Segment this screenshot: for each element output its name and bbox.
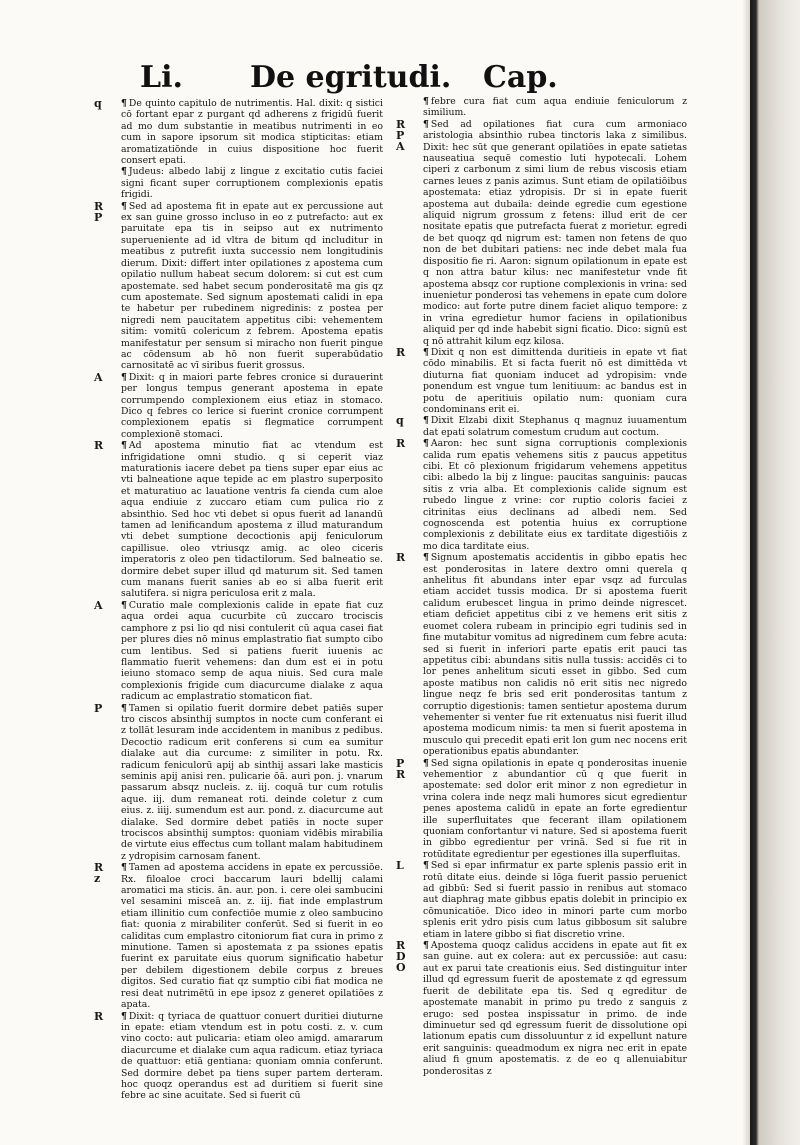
paragraph-text: Dixit: q in maiori parte febres cronice si durauerint per longus tempus generant apostema in epate corrumpendo complexionem eius etiaz in stomaco. Dico q febres co lerice si fuerint cronice corrumpent complexionem epatis si flegmatice corrumpent complexionē stomaci. <box>121 371 383 440</box>
paragraph-text: Dixit: q tyriaca de quattuor conuert duritiei diuturne in epate: etiam vtendum est in potu costi. z. v. cum vino cocto: aut pulicaria: etiam oleo amigd. amararum diacurcume et dialake cum aqua radicum. etiaz tyriaca de quattuor: etiā gentiana: quoniam omnia conferunt. Sed dormire debet pa tiens super partem derteram. hoc quoqz operandus est ad duritiem si fuerit sine febre ac sine acuitate. Sed si fuerit cū <box>121 1010 383 1102</box>
margin-note: R D O <box>396 939 406 975</box>
paragraph <box>94 701 383 863</box>
margin-note: q <box>396 414 404 428</box>
page-number-heading: Li. <box>140 60 183 95</box>
paragraph <box>396 551 687 758</box>
paragraph-mark-icon: ¶ <box>423 415 429 427</box>
paragraph <box>396 345 687 415</box>
left-text-column <box>94 97 383 1102</box>
paragraph-text: De quinto capitulo de nutrimentis. Hal. dixit: q sistici cō fortant epar z purgant qd adherens z frigidū fuerit ad mo dum substantie in meatibus nutrimenti in eo cum in sapore ipsorum sit modica stipticitas: etiam aromatizatiōnde in cuius dispositione hoc fuerit consert epati. <box>121 98 383 167</box>
paragraph-mark-icon: ¶ <box>423 860 429 872</box>
paragraph-mark-icon: ¶ <box>121 98 127 109</box>
paragraph-text: Tamen ad apostema accidens in epate ex percussiōe. Rx. filoaloe croci baccarum lauri bdellij calami aromatici ma sticis. ān. aur. pon. i. cere olei sambucini vel sesamini misceā an. z. iij. fiat inde emplastrum etiam illinitio cum confectiōe mumie z oleo sambucino fiat: quonia z mirabiliter conferūt. Sed si fuerit in eo caliditas cum emplastro citoniorum fiat cura in primo z minutione. Tamen si apostemata z pa ssiones epatis fuerint ex paruitate eius quorum significatio habetur per debilem digestionem debile corpus z breues digitos. Sed curatio fiat qz sumptio cibi fiat modica ne resi deat nutrimētū in epe ipsoz z generet opilatiōes z apata. <box>121 862 383 1011</box>
paragraph-mark-icon: ¶ <box>423 438 429 450</box>
paragraph-text: Ad apostema minutio fiat ac vtendum est infrigidatione omni studio. q si ceperit viaz maturationis iacere debet pa tiens super epar eius ac vti balneatione aque tepide ac em plastro superposito et maturatiuo ac lauatione ventris fa cienda cum aloe aqua endiuie z zuccaro etiam cum pulica rio z absinthio. Sed hoc vti debet si opus fuerit ad lanandū tamen ad lenificandum apostema z illud maturandum vti debet sumptione decoctionis apij feniculorum capillisue. oleo vtriusqz amig. ac oleo ciceris imperatoris z oleo pen tidactilorum. Sed balneatio se. dormire debet super illud qd maturum sit. Sed tamen cum manans fuerit sanies ab eo si alba fuerit erit salutifera. si nigra periculosa erit z mala. <box>121 440 383 600</box>
running-title: De egritudi. <box>250 60 452 95</box>
paragraph-mark-icon: ¶ <box>423 940 429 952</box>
margin-note: q <box>94 97 102 110</box>
paragraph-mark-icon: ¶ <box>121 371 127 383</box>
paragraph-text: Judeus: albedo labij z lingue z excitatio cutis faciei signi ficant super corruptionem complexionis epatis frigidi. <box>121 166 383 201</box>
paragraph-mark-icon: ¶ <box>423 346 429 358</box>
paragraph <box>121 166 383 200</box>
paragraph <box>94 439 383 600</box>
paragraph-mark-icon: ¶ <box>121 166 127 178</box>
paragraph <box>396 859 687 940</box>
paragraph <box>94 1009 383 1102</box>
margin-note: A <box>94 598 103 612</box>
margin-note: R P <box>94 199 104 224</box>
paragraph <box>94 598 383 703</box>
paragraph <box>396 437 687 552</box>
paragraph <box>94 370 383 440</box>
facing-page-edge <box>750 0 800 1145</box>
paragraph-mark-icon: ¶ <box>121 440 127 452</box>
paragraph <box>396 939 687 1077</box>
paragraph-text: Aaron: hec sunt signa corruptionis complexionis calida rum epatis vehemens sitis z paucus appetitus cibi. Et cō plexionum frigidarum vehemens appetitus cibi: albedo la bij z lingue: paucitas sanguinis: paucas sitis z vria alba. Et complexionis calide signum est rubedo lingue z vrine: cor ruptio coloris faciei z citrinitas eius declinans ad albedi nem. Sed cognoscenda est potentia huius ex corruptione complexionis z debilitate eius ex tarditate digestiōis z mo dica tarditate eius. <box>423 438 687 552</box>
paragraph-mark-icon: ¶ <box>121 1010 127 1022</box>
paragraph-text: Dixit Elzabi dixit Stephanus q magnuz iuuamentum dat epati solatrum comestum crudum aut coctum. <box>423 415 687 438</box>
paragraph-mark-icon: ¶ <box>423 757 429 769</box>
paragraph <box>396 756 687 861</box>
margin-note: R z <box>94 861 104 886</box>
paragraph-text: Signum apostematis accidentis in gibbo epatis hec est ponderositas in latere dextro omni querela q anhelitus fit abundans inter epar vsqz ad furculas etiam accidet tussis modica. Dr si apostema fuerit calidum erubescet lingua in primo deinde nigrescet. etiam deficiet appetitus cibi z ve hemens erit sitis z euomet colera rubeam in principio egri tudinis sed in fine mutabitur vomitus ad nigredinem cum febre acuta: sed si fuerit in inferiori parte epatis erit pauci tas appetitus cibi: abundans sitis nulla tussis: accidēs ci to lor penes anhelitum sicuti esset in gibbo. Sed cum aposte matibus non calidis nō erit sitis nec nigredo lingue neqz fe bris sed erit ponderositas tantum z corruptio digestionis: tamen sentietur apostema durum vehementer si venter fue rit extenuatus nisi fuerit illud apostema modicum nimis: ta men si fuerit apostema in musculo qui precedit epati erit lon gum nec nocens erit operationibus epatis abundanter. <box>423 552 687 758</box>
margin-note: P <box>94 701 103 715</box>
paragraph-text: Tamen si opilatio fuerit dormire debet patiēs super tro ciscos absinthij sumptos in nocte cum conferant ei z tollāt lesuram inde accidentem in manibus z pedibus. Decoctio radicum erit conferens si cum ea sumitur dialake aut dia curcume: z similiter in potu. Rx. radicum feniculorū apij ab sinthij assari lake masticis seminis apij anisi ren. pulicarie ōā. auri pon. j. vnarum passarum absqz nucleis. z. iij. coquā tur cum rotulis aque. iij. dum remaneat roti. deinde coletur z cum eius. z. iiij. sumendum est aur. pond. z. diacurcume aut dialake. Sed dormire debet patiēs in nocte super trociscos absinthij sumptos: quoniam vidēbis mirabilia de virtute eius effectus cum tollant malam habitudinem z ydropisim carnosam fanent. <box>121 702 383 862</box>
paragraph-text: Curatio male complexionis calide in epate fiat cuz aqua ordei aqua cucurbite cū zuccaro trociscis camphore z psi lio qd nisi contulerit cū aqua casei fiat per plures dies nō minus emplastratio fiat sumpto cibo cum lentibus. Sed si patiens fuerit iuuenis ac flammatio fuerit vehemens: dan dum est ei in potu ieiuno stomaco semp de aqua niuis. Sed cura male complexionis frigide cum diacurcume dialake z aqua radicum ac emplastratio stomaticon fiat. <box>121 599 383 703</box>
paragraph-mark-icon: ¶ <box>423 96 429 107</box>
margin-note: R <box>94 1009 104 1023</box>
paragraph <box>94 861 383 1011</box>
paragraph <box>423 96 687 119</box>
margin-note: R <box>94 439 104 453</box>
paragraph-text: Sed ad apostema fit in epate aut ex percussione aut ex san guine grosso incluso in eo z putrefacto: aut ex paruitate epa tis in seipso aut ex nutrimento superueniente ad id vltra de bitum qd includitur in meatibus z putrefit iuxta successio nem longitudinis dierum. Dixit: differt inter opilationes z apostema cum opilatio nullum habeat secum dolorem: si cut est cum apostemate. sed habet secum ponderositatē ma gis qz cum apostemate. Sed signum apostemati calidi in epa te habetur per rubedinem nigredinis: z postea per nigredi nem paucitatem appetitus cibi: vehementem sitim: vomitū colericum z febrem. Apostema epatis manifestatur per sensum si miracho non fuerit pingue ac cōdensum ab hō non fuerit superabūdatio carnositatē ac vī siribus fuerit grossus. <box>121 200 383 372</box>
paragraph-mark-icon: ¶ <box>121 862 127 874</box>
margin-note: R <box>396 345 406 359</box>
paragraph-text: Dixit q non est dimittenda duritieis in epate vt fiat cōdo minabilis. Et si facta fuerit nō est dimittēda vt diuturna fiat quoniam inducet ad ydropisim: vnde ponendum est vngue tum lenitiuum: ac bandus est in potu de aperitiuis opilatio num: quoniam cura condominans erit ei. <box>423 346 687 415</box>
paragraph-mark-icon: ¶ <box>423 118 429 130</box>
margin-note: R P A <box>396 117 406 153</box>
page-gutter-shadow <box>742 0 750 1145</box>
paragraph-mark-icon: ¶ <box>121 200 127 212</box>
paragraph-text: febre cura fiat cum aqua endiuie feniculorum z similium. <box>423 96 687 119</box>
paragraph <box>94 97 383 167</box>
paragraph-text: Apostema quoqz calidus accidens in epate aut fit ex san guine. aut ex colera: aut ex percussiōe: aut casu: aut ex parui tate creationis eius. Sed distinguitur inter illud qd egressum fuerit de apostemate z qd egressum fuerit de debilitate epa tis. Sed q egreditur de apostemate manabit in primo pu tredo z sanguis z erugo: sed postea inspissatur in primo. de inde diminuetur sed qd egressum fuerit de dissolutione opi lationum epatis cum dissoluuntur z id expellunt nature erit sanguinis: queadmodum ex nigra nec erit in epate aliud fi gnum apostematis. z de eo q allenuiabitur ponderositas z <box>423 940 687 1077</box>
margin-note: L <box>396 859 404 873</box>
right-text-column <box>396 96 687 1077</box>
paragraph-mark-icon: ¶ <box>121 599 127 611</box>
margin-note: R <box>396 551 406 565</box>
paragraph-text: Sed ad opilationes fiat cura cum armoniaco aristologia absinthio rubea tinctoris laka z similibus. Dixit: hec sūt que generant opilatiōes in epate satietas nauseatiua sequē comestio luti hypotecali. Lohem ciperi z carbonum z simi lium de rebus viscosis etiam carnes leues z panis azimus. Sunt etiam de opilatiōibus apostemata: etiaz ydropisis. Dr si in epate fuerit apostema aut dubaila: deinde egredie cum egestione aliquid nigrum grossum z fetens: illud erit de cer nositate epatis que putrefacta fuerat z morietur. egredi de bet quoqz qd nigrum est: tamen non fetens de quo non de bet dubitari patiens: nec inde debet mala fua dispositio fie ri. Aaron: signum opilationum in epate est q non attra batur kilus: nec manifestetur vnde fit apostema absqz cor ruptione complexionis in vrina: sed inuenietur ponderosi tas vehemens in epate cum dolore modico: aut forte putre dinem faciet aliquo tempore: z in vrina egredietur humor faciens in opilationibus aliquid per qd inde habebit signi ficatio. Dico: signū est q nō attrahit kilum eqz kilosa. <box>423 118 687 347</box>
chapter-heading: Cap. <box>483 60 558 95</box>
paragraph-text: Sed signa opilationis in epate q ponderositas inuenie vehementior z abundantior cū q que fuerit in apostemate: sed dolor erit minor z non egredietur in vrina colera inde neqz mali humores sicut egredientur penes apostema calidū in epate an forte egredientur ille superfluitates que fecerant illam opilationem quoniam confortantur vi nature. Sed si apostema fuerit in gibbo egredientur per vrinā. Sed si fue rit in rotūditate egredientur per egestiones illa superfluitas. <box>423 757 687 860</box>
margin-note: R <box>396 437 406 451</box>
paragraph-text: Sed si epar infirmatur ex parte splenis passio erit in rotū ditate eius. deinde si lōga fuerit passio peruenict ad gibbū: Sed si fuerit passio in renibus aut stomaco aut diaphrag mate gibbus epatis dolebit in principio ex cōmunicatiōe. Dico ideo in minori parte cum morbo splenis erit ydro pisis cum latus gibbosum sit salubre etiam in latere gibbo si fiat discretio vrine. <box>423 860 687 940</box>
margin-note: P R <box>396 756 406 781</box>
paragraph-mark-icon: ¶ <box>121 702 127 714</box>
margin-note: A <box>94 370 103 384</box>
paragraph <box>94 199 383 372</box>
paragraph-mark-icon: ¶ <box>423 552 429 564</box>
paragraph <box>396 117 687 347</box>
paragraph <box>396 414 687 438</box>
